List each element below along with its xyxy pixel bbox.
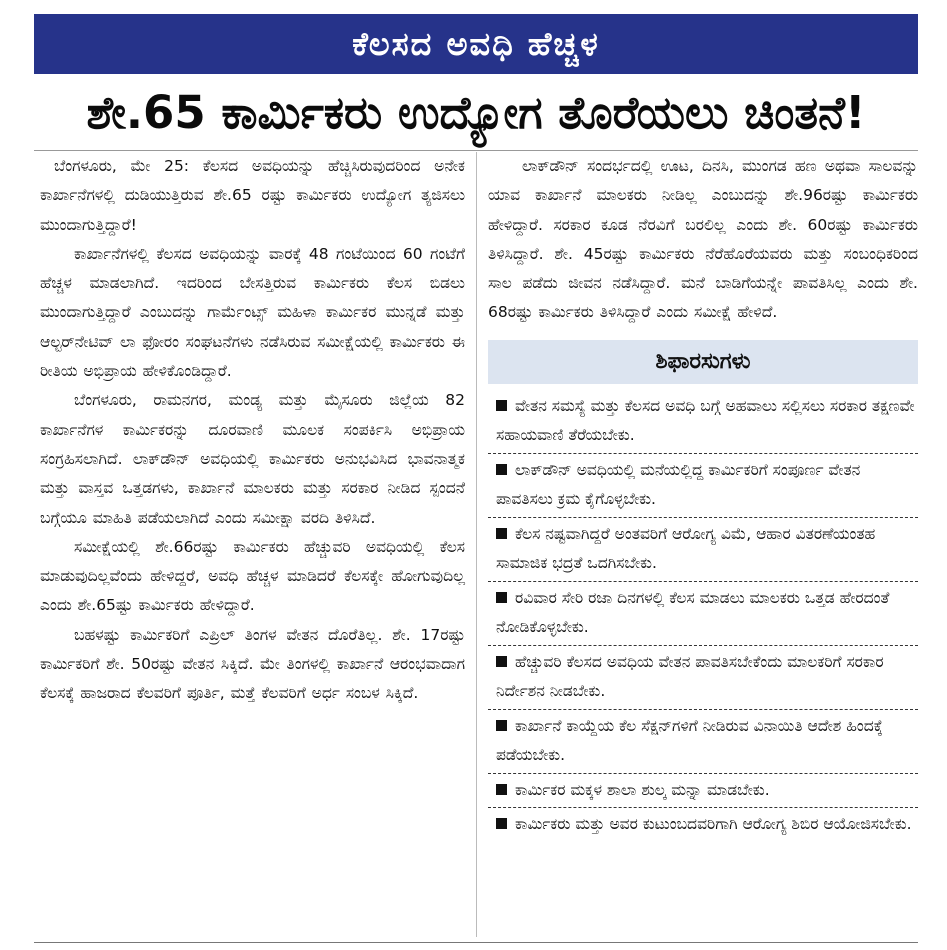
recommendation-text: ಲಾಕ್‌ಡೌನ್ ಅವಧಿಯಲ್ಲಿ ಮನೆಯಲ್ಲಿದ್ದ ಕಾರ್ಮಿಕರಿಗೆ ಸಂಪೂರ್ಣ ವೇತನ ಪಾವತಿಸಲು ಕ್ರಮ ಕೈಗೊಳ್ಳಬೇಕು. <box>496 460 861 509</box>
recommendation-text: ಕಾರ್ಮಿಕರು ಮತ್ತು ಅವರ ಕುಟುಂಬದವರಿಗಾಗಿ ಆರೋಗ್ಯ ಶಿಬಿರ ಆಯೋಜಿಸಬೇಕು. <box>515 815 912 834</box>
recommendation-text: ಕೆಲಸ ನಷ್ಟವಾಗಿದ್ದರೆ ಅಂತವರಿಗೆ ಆರೋಗ್ಯ ವಿಮೆ, ಆಹಾರ ವಿತರಣೆಯಂತಹ ಸಾಮಾಜಿಕ ಭದ್ರತೆ ಒದಗಿಸಬೇಕು. <box>496 524 876 573</box>
square-bullet-icon <box>496 592 507 603</box>
square-bullet-icon <box>496 400 507 411</box>
recommendation-item <box>488 776 918 809</box>
recommendation-text: ರವಿವಾರ ಸೇರಿ ರಜಾ ದಿನಗಳಲ್ಲಿ ಕೆಲಸ ಮಾಡಲು ಮಾಲಕರು ಒತ್ತಡ ಹೇರದಂತೆ ನೋಡಿಕೊಳ್ಳಬೇಕು. <box>496 588 890 637</box>
recommendation-item <box>488 648 918 710</box>
bottom-rule <box>34 942 918 943</box>
body-paragraph: ಬೆಂಗಳೂರು, ರಾಮನಗರ, ಮಂಡ್ಯ ಮತ್ತು ಮೈಸೂರು ಜಿಲ್ಲೆಯ 82 ಕಾರ್ಖಾನೆಗಳ ಕಾರ್ಮಿಕರನ್ನು ದೂರವಾಣಿ ಮೂಲಕ ಸಂಪರ್ಕಿಸಿ ಅಭಿಪ್ರಾಯ ಸಂಗ್ರಹಿಸಲಾಗಿದೆ. ಲಾಕ್‌ಡೌನ್ ಅವಧಿಯಲ್ಲಿ ಕಾರ್ಮಿಕರು ಅನುಭವಿಸಿದ ಭಾವನಾತ್ಮಕ ಮತ್ತು ವಾಸ್ತವ ಒತ್ತಡಗಳು, ಕಾರ್ಖಾನೆ ಮಾಲಕರು ಮತ್ತು ಸರಕಾರ ನೀಡಿದ ಸ್ಪಂದನೆ ಬಗ್ಗೆಯೂ ಮಾಹಿತಿ ಪಡೆಯಲಾಗಿದೆ ಎಂದು ಸಮೀಕ್ಷಾ ವರದಿ ತಿಳಿಸಿದೆ. <box>40 391 465 527</box>
body-paragraph: ಬಹಳಷ್ಟು ಕಾರ್ಮಿಕರಿಗೆ ಎಪ್ರಿಲ್ ತಿಂಗಳ ವೇತನ ದೊರೆತಿಲ್ಲ. ಶೇ. 17ರಷ್ಟು ಕಾರ್ಮಿಕರಿಗೆ ಶೇ. 50ರಷ್ಟು ವೇತನ ಸಿಕ್ಕಿದೆ. ಮೇ ತಿಂಗಳಲ್ಲಿ ಕಾರ್ಖಾನೆ ಆರಂಭವಾದಾಗ ಕೆಲಸಕ್ಕೆ ಹಾಜರಾದ ಕೆಲವರಿಗೆ ಪೂರ್ತಿ, ಮತ್ತೆ ಕೆಲವರಿಗೆ ಅರ್ಧ ಸಂಬಳ ಸಿಕ್ಕಿದೆ. <box>40 625 465 703</box>
recommendation-item <box>488 712 918 774</box>
square-bullet-icon <box>496 528 507 539</box>
recommendation-text: ಕಾರ್ಮಿಕರ ಮಕ್ಕಳ ಶಾಲಾ ಶುಲ್ಕ ಮನ್ನಾ ಮಾಡಬೇಕು. <box>515 780 770 799</box>
body-paragraph: ಬೆಂಗಳೂರು, ಮೇ 25: ಕೆಲಸದ ಅವಧಿಯನ್ನು ಹೆಚ್ಚಿಸಿರುವುದರಿಂದ ಅನೇಕ ಕಾರ್ಖಾನೆಗಳಲ್ಲಿ ದುಡಿಯುತ್ತಿರುವ ಶೇ.65 ರಷ್ಟು ಕಾರ್ಮಿಕರು ಉದ್ಯೋಗ ತ್ಯಜಿಸಲು ಮುಂದಾಗುತ್ತಿದ್ದಾರೆ! <box>40 157 465 234</box>
recommendations-title: ಶಿಫಾರಸುಗಳು <box>488 340 918 384</box>
body-paragraph: ಲಾಕ್‌ಡೌನ್ ಸಂದರ್ಭದಲ್ಲಿ ಊಟ, ದಿನಸಿ, ಮುಂಗಡ ಹಣ ಅಥವಾ ಸಾಲವನ್ನು ಯಾವ ಕಾರ್ಖಾನೆ ಮಾಲಕರು ನೀಡಿಲ್ಲ ಎಂಬುದನ್ನು ಶೇ.96ರಷ್ಟು ಕಾರ್ಮಿಕರು ಹೇಳಿದ್ದಾರೆ. ಸರಕಾರ ಕೂಡ ನೆರವಿಗೆ ಬರಲಿಲ್ಲ ಎಂದು ಶೇ. 60ರಷ್ಟು ಕಾರ್ಮಿಕರು ತಿಳಿಸಿದ್ದಾರೆ. ಶೇ. 45ರಷ್ಟು ಕಾರ್ಮಿಕರು ನೆರೆಹೊರೆಯವರು ಮತ್ತು ಸಂಬಂಧಿಕರಿಂದ ಸಾಲ ಪಡೆದು ಜೀವನ ನಡೆಸಿದ್ದಾರೆ. ಮನೆ ಬಾಡಿಗೆಯನ್ನೇ ಪಾವತಿಸಿಲ್ಲ ಎಂದು ಶೇ. 68ರಷ್ಟು ಕಾರ್ಮಿಕರು ತಿಳಿಸಿದ್ದಾರೆ ಎಂದು ಸಮೀಕ್ಷೆ ಹೇಳಿದೆ. <box>488 157 918 322</box>
headline-divider <box>34 150 918 151</box>
article-headline: ಶೇ.65 ಕಾರ್ಮಿಕರು ಉದ್ಯೋಗ ತೊರೆಯಲು ಚಿಂತನೆ! <box>86 86 866 139</box>
recommendation-text: ವೇತನ ಸಮಸ್ಯೆ ಮತ್ತು ಕೆಲಸದ ಅವಧಿ ಬಗ್ಗೆ ಅಹವಾಲು ಸಲ್ಲಿಸಲು ಸರಕಾರ ತಕ್ಷಣವೇ ಸಹಾಯವಾಣಿ ತೆರೆಯಬೇಕು. <box>496 396 915 445</box>
square-bullet-icon <box>496 656 507 667</box>
recommendation-item <box>488 392 918 454</box>
square-bullet-icon <box>496 784 507 795</box>
recommendation-item <box>488 810 918 842</box>
section-kicker: ಕೆಲಸದ ಅವಧಿ ಹೆಚ್ಚಳ <box>34 14 918 74</box>
right-column <box>488 152 918 844</box>
recommendation-item <box>488 456 918 518</box>
body-paragraph: ಕಾರ್ಖಾನೆಗಳಲ್ಲಿ ಕೆಲಸದ ಅವಧಿಯನ್ನು ವಾರಕ್ಕೆ 48 ಗಂಟೆಯಿಂದ 60 ಗಂಟೆಗೆ ಹೆಚ್ಚಳ ಮಾಡಲಾಗಿದೆ. ಇದರಿಂದ ಬೇಸತ್ತಿರುವ ಕಾರ್ಮಿಕರು ಕೆಲಸ ಬಿಡಲು ಮುಂದಾಗುತ್ತಿದ್ದಾರೆ ಎಂಬುದನ್ನು ಗಾರ್ಮೆಂಟ್ಸ್ ಮಹಿಳಾ ಕಾರ್ಮಿಕರ ಮುನ್ನಡೆ ಮತ್ತು ಆಲ್ಟರ್‌ನೇಟಿವ್ ಲಾ ಫೋರಂ ಸಂಘಟನೆಗಳು ನಡೆಸಿರುವ ಸಮೀಕ್ಷೆಯಲ್ಲಿ ಕಾರ್ಮಿಕರು ಈ ರೀತಿಯ ಅಭಿಪ್ರಾಯ ಹೇಳಿಕೊಂಡಿದ್ದಾರೆ. <box>40 244 465 381</box>
recommendations-list <box>488 392 918 842</box>
recommendation-text: ಹೆಚ್ಚುವರಿ ಕೆಲಸದ ಅವಧಿಯ ವೇತನ ಪಾವತಿಸಬೇಕೆಂದು ಮಾಲಕರಿಗೆ ಸರಕಾರ ನಿರ್ದೇಶನ ನೀಡಬೇಕು. <box>496 652 884 701</box>
recommendation-item <box>488 584 918 646</box>
square-bullet-icon <box>496 464 507 475</box>
square-bullet-icon <box>496 818 507 829</box>
column-divider <box>476 152 477 937</box>
square-bullet-icon <box>496 720 507 731</box>
left-column <box>40 152 465 709</box>
recommendation-text: ಕಾರ್ಖಾನೆ ಕಾಯ್ದೆಯ ಕೆಲ ಸೆಕ್ಷನ್‌ಗಳಿಗೆ ನೀಡಿರುವ ವಿನಾಯಿತಿ ಆದೇಶ ಹಿಂದಕ್ಕೆ ಪಡೆಯಬೇಕು. <box>496 716 883 765</box>
recommendation-item <box>488 520 918 582</box>
body-paragraph: ಸಮೀಕ್ಷೆಯಲ್ಲಿ ಶೇ.66ರಷ್ಟು ಕಾರ್ಮಿಕರು ಹೆಚ್ಚುವರಿ ಅವಧಿಯಲ್ಲಿ ಕೆಲಸ ಮಾಡುವುದಿಲ್ಲವೆಂದು ಹೇಳಿದ್ದರೆ, ಅವಧಿ ಹೆಚ್ಚಳ ಮಾಡಿದರೆ ಕೆಲಸಕ್ಕೇ ಹೋಗುವುದಿಲ್ಲ ಎಂದು ಶೇ.65ಷ್ಟು ಕಾರ್ಮಿಕರು ಹೇಳಿದ್ದಾರೆ. <box>40 537 465 615</box>
